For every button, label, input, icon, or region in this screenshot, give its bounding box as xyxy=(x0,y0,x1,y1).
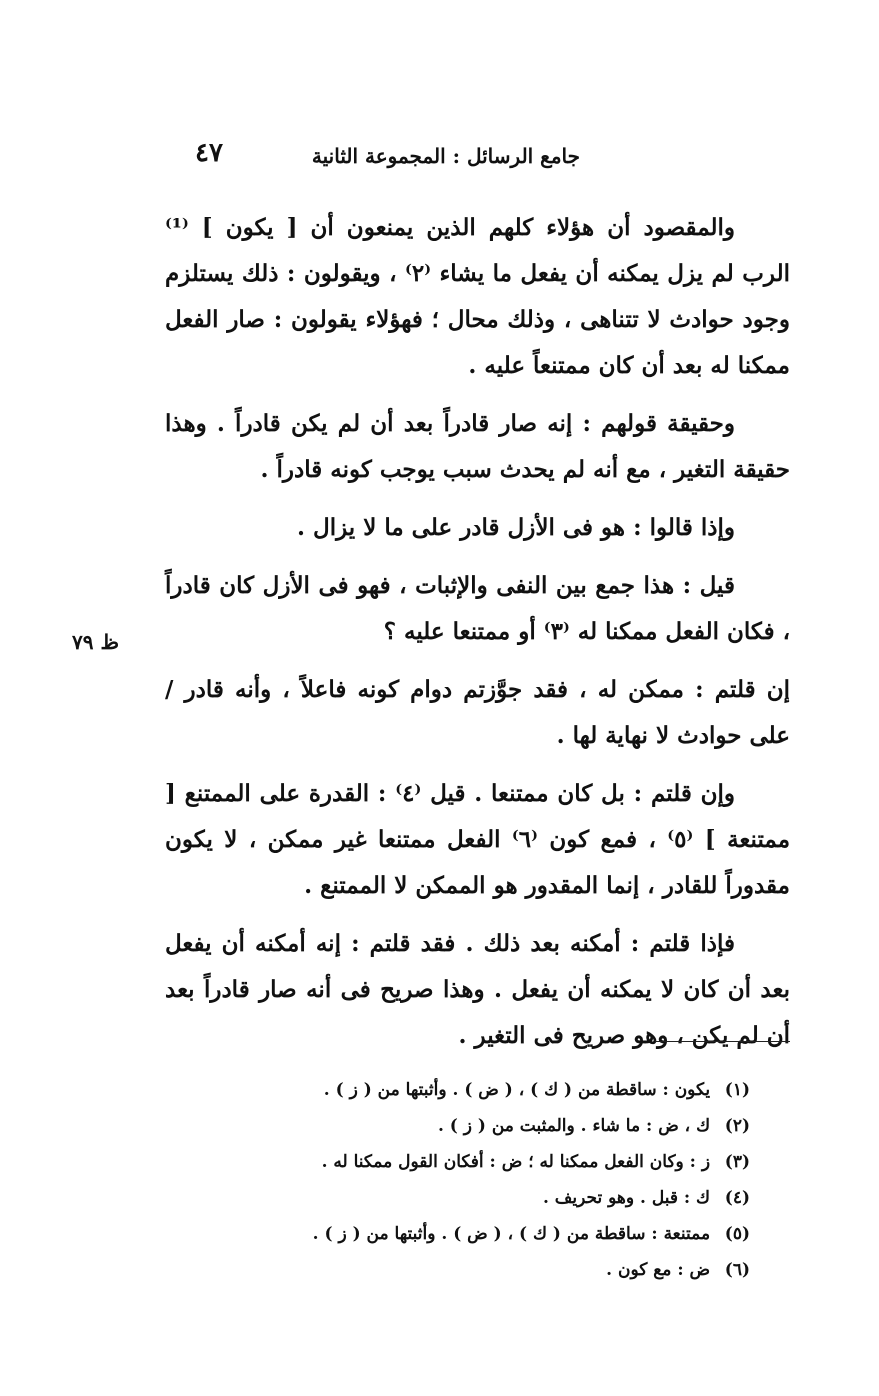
paragraph: قيل : هذا جمع بين النفى والإثبات ، فهو فى الأزل كان قادراً ، فكان الفعل ممكنا له ⁽٣⁾ أو ممتنعا عليه ؟ xyxy=(165,572,790,645)
footnote-item xyxy=(240,1180,750,1216)
footnote-text: ك : قبل . وهو تحريف . xyxy=(542,1188,711,1208)
paragraph: وإن قلتم : بل كان ممتنعا . قيل ⁽٤⁾ : القدرة على الممتنع [ ممتنعة ] ⁽٥⁾ ، فمع كون ⁽٦⁾ الفعل ممتنعا غير ممكن ، لا يكون مقدوراً للقادر ، إنما المقدور هو الممكن لا الممتنع . xyxy=(165,780,791,899)
footnote-text: ز : وكان الفعل ممكنا له ؛ ض : أفكان القول ممكنا له . xyxy=(321,1152,711,1172)
paragraph: إن قلتم : ممكن له ، فقد جوَّزتم دوام كونه فاعلاً ، وأنه قادر / على حوادث لا نهاية لها . xyxy=(165,676,790,749)
footnote-number: (٥) xyxy=(724,1224,750,1244)
footnote-divider xyxy=(655,1041,790,1042)
footnote-item xyxy=(240,1252,750,1288)
footnote-item xyxy=(240,1144,750,1180)
footnote-number: (١) xyxy=(724,1080,750,1100)
footnote-number: (٤) xyxy=(724,1188,750,1208)
paragraph: وإذا قالوا : هو فى الأزل قادر على ما لا يزال . xyxy=(297,514,735,541)
main-text xyxy=(165,205,790,1071)
page-header xyxy=(165,138,790,178)
footnote-item xyxy=(240,1216,750,1252)
footnote-text: يكون : ساقطة من ( ك ) ، ( ض ) . وأثبتها من ( ز ) . xyxy=(323,1080,711,1100)
paragraph: والمقصود أن هؤلاء كلهم الذين يمنعون أن [ يكون ] ⁽¹⁾ الرب لم يزل يمكنه أن يفعل ما يشاء ⁽٢⁾ ، ويقولون : ذلك يستلزم وجود حوادث لا تتناهى ، وذلك محال ؛ فهؤلاء يقولون : صار الفعل ممكنا له بعد أن كان ممتنعاً عليه . xyxy=(165,214,790,379)
footnote-text: ممتنعة : ساقطة من ( ك ) ، ( ض ) . وأثبتها من ( ز ) . xyxy=(312,1224,711,1244)
footnote-number: (٢) xyxy=(724,1116,750,1136)
footnote-text: ك ، ض : ما شاء . والمثبت من ( ز ) . xyxy=(437,1116,711,1136)
paragraph: وحقيقة قولهم : إنه صار قادراً بعد أن لم يكن قادراً . وهذا حقيقة التغير ، مع أنه لم يحدث سبب يوجب كونه قادراً . xyxy=(165,410,790,483)
running-head: جامع الرسائل : المجموعة الثانية xyxy=(311,144,580,168)
footnote-number: (٦) xyxy=(724,1260,750,1280)
paragraph: فإذا قلتم : أمكنه بعد ذلك . فقد قلتم : إنه أمكنه أن يفعل بعد أن كان لا يمكنه أن يفعل . وهذا صريح فى أنه صار قادراً بعد أن لم يكن ، وهو صريح فى التغير . xyxy=(165,930,790,1049)
footnote-text: ض : مع كون . xyxy=(606,1260,711,1280)
page-number: ٤٧ xyxy=(195,138,223,168)
footnotes xyxy=(240,1072,750,1288)
footnote-item xyxy=(240,1108,750,1144)
manuscript-folio-note: ظ ٧٩ xyxy=(72,630,119,654)
footnote-item xyxy=(240,1072,750,1108)
footnote-number: (٣) xyxy=(724,1152,750,1172)
